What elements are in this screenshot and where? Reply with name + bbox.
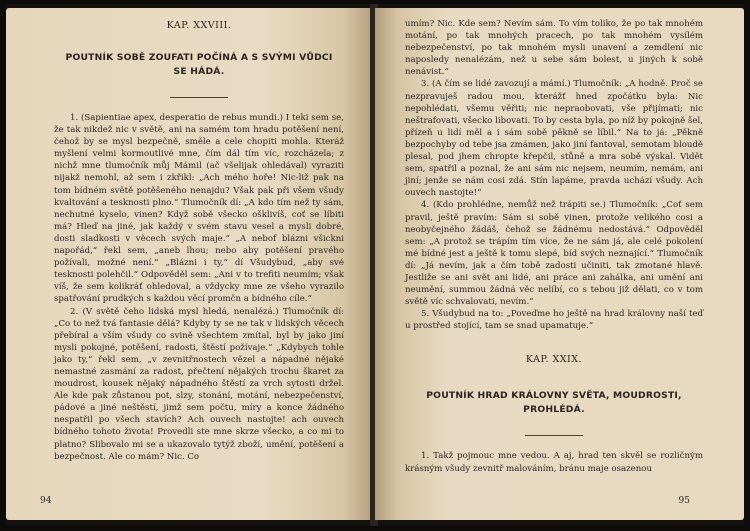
page-number-left: 94 (40, 496, 52, 506)
paragraph: 1. Takž pojmouc mne vedou. A aj, hrad ten skvěl se rozličným krásným všudy zevnitř malováním, bránu maje osazenou (405, 451, 703, 474)
chapter-title-line-2: SE HÁDÁ. (173, 66, 225, 77)
chapter-title-xxviii (54, 51, 344, 79)
chapter-title-line-1: POUTNÍK SOBĚ ZOUFATI POČÍNÁ A S SVÝMI VŮDCI (65, 52, 333, 63)
right-page (375, 8, 744, 520)
paragraph-continued: umím? Nic. Kde sem? Nevím sám. To vím toliko, že po tak mnohém motání, po tak mnohých pracech, po tak mnohém vysílém nebezpečenství, po tak mnohém mysli unavení a zemdlení nic naposledy nenalézám, než u sebe sám bolest, u jiných k sobě nenávist.“ (405, 19, 703, 78)
left-page (6, 8, 372, 520)
title-divider (525, 435, 583, 436)
paragraph: 1. (Sapientiae apex, desperatio de rebus mundi.) I teki sem se, že tak nikdež nic v světě, ani na samém tom hradu potěšení není, čehož by se mysl bezpečně, směle a cele chopiti mohla. Kteráž myšlení velmi kormoutlivé mne, čím dál tím víc, rozcházela; z nichž mne tlumočník můj Mámil (ač všelijak ohledával) vyraziti nijakž nemohl, až sem i zkřikl: „Ach mého hoře! Nic-liž pak na tom bídném světě potěšeného nenajdu? Však pak při všem všudy kvaltování a tesknosti plno.“ Tlumočník dí: „A kdo tím než ty sám, nechutné kyselo, vinen? Když sobě všecko ošklivíš, coť se líbiti má? Hleď na jiné, jak každý v svém stavu vesel a mysli dobré, dosti sladkosti v věcech svých maje.“ „A nebof blázni všickni napořád,“ řekl sem, „aneb lhou; nebo aby potěšení pravého požívali, možné není.“ „Blázni i ty,“ dí Všudybud, „aby své tesknosti polehčil.“ Odpověděl sem: „Ani v to trefiti neumím; však víš, že sem kolikráť ohledoval, a vždycky mne ze všeho vyrazilo spatřování prudkých s každou věcí promčn a bídného cíle.“ (54, 113, 344, 305)
page-number-right: 95 (678, 496, 690, 506)
left-page-text-column (54, 20, 344, 463)
paragraph: 2. (V světě čeho lidská mysl hledá, nenalézá.) Tlumočník dí: „Co to než tvá fantasie dělá? Kdyby ty se ne tak v lidských věcech přebíral a vším všudy co svině všechtem zmítal, byl by jako jiní mysli pokojné, potěšení, radosti, štěstí požívaje.“ „Kdybych tohle jako ty,“ řekl sem, „v zevnitřnostech vězel a nápadné nějaké nemastné zasmání za radost, přečtení nějakých trochu škaret za moudrost, kousek nějaký nápadného štěstí za vrch sytosti držel. Ale kde pak zůstanou pot, slzy, stonání, motání, nebezpečenství, pádové a jiné neštěstí, jimž sem počtu, míry a konce žádného nespatřil po všech stavích? Ach ouvech nastojte! ach ouvech bídného tohoto života! Provedli ste mne skrze všecko, a co mi to platno? Slibovalo mi se a ukazovalo tytýž zboží, umění, potěšení a bezpečnost. Ale co mám? Nic. Co (54, 306, 344, 462)
chapter-title-line-2: PROHLÉDÁ. (523, 404, 585, 416)
right-page-text-column (405, 18, 703, 475)
chapter-label-xxix: KAP. XXIX. (525, 354, 583, 366)
paragraph: 5. Všudybud na to: „Poveďme ho ještě na hrad královny naší teď u prostřed stojící, tam se snad upamatuje.“ (405, 309, 703, 332)
paragraph: 3. (A čím se lidé zavozují a mámí.) Tlumočník: „A hodně. Proč se nezpravuješ radou mou, kterážť hned zpočátku byla: Nic nepohlédati, všemu věřiti; nic nepraobovati, vše přijímati; nic neštrafovati, všecko libovati. To by cesta byla, po níž by pokojně šel, přízeň u lidí měl a i sám sobě pěkně se líbil.“ Na to já: „Pěkně bezpochyby od tebe jsa zmámen, jako jiní fantoval, semotam bloudě plesal, pod jhem chropte křepčil, stůně a mra sobě výskal. Vidět sem, spatřil a poznal, že ani sám nic nejsem, neumím, nemám, ani jiní; jenže se nám cosi zdá. Stín lapáme, pravda uchází všudy. Ach ouvech nastojte!“ (405, 79, 703, 199)
paragraph: 4. (Kdo prohlédne, nemůž než trápiti se.) Tlumočník: „Coť sem pravil, ještě pravím: Sám si sobě vinen, protože velikého cosi a neobyčejného žádáš, čehož se žádnému nedostává.“ Odpověděl sem: „A protož se trápím tím více, že ne sám já, ale celé pokolení mé bídné jest a ještě k tomu slepé, bíd svých neznající.“ Tlumočník dí: „Já nevím, jak a čím tobě zadosti učiniti, tak zmotané hlavě. Jestliže se ani svět ani lidé, ani práce ani zahálka, ani umění ani neumění, summou žádná věc nelíbí, co s tebou již dělati, co v tom světě víc schvalovati, nevím.“ (405, 200, 703, 308)
chapter-title-xxix (405, 389, 703, 417)
chapter-title-line-1: POUTNÍK HRAD KRÁLOVNY SVĚTA, MOUDROSTI, (426, 390, 682, 402)
title-divider (170, 97, 228, 98)
open-book (6, 4, 744, 526)
chapter-label-xxviii: KAP. XXVIII. (166, 20, 232, 31)
